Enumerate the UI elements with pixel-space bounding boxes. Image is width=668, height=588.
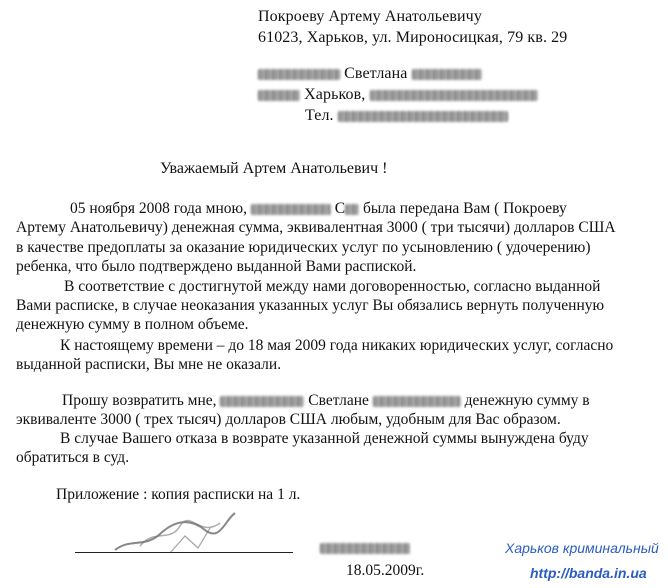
- redacted-signatory: [320, 543, 410, 554]
- sender-address: [258, 86, 538, 104]
- redacted-name: [345, 204, 359, 215]
- text-fragment: С: [334, 200, 346, 217]
- paragraph-1-line-4: ребенка, что было подтверждено выданной Вами распиской.: [16, 258, 417, 275]
- paragraph-1-line-1: [70, 200, 567, 218]
- paragraph-3-line-2: выданной расписки, Вы мне не оказали.: [16, 356, 282, 373]
- recipient-address: 61023, Харьков, ул. Мироносицкая, 79 кв. 29: [258, 29, 568, 46]
- recipient-name: Покроеву Артему Анатольевичу: [258, 8, 482, 25]
- redacted-surname: [258, 69, 340, 80]
- text-fragment: Прошу возвратить мне,: [62, 392, 217, 409]
- paragraph-2-line-2: Вами расписке, в случае неоказания указанных услуг Вы обязались вернуть полученную: [16, 297, 605, 314]
- signature-scribble: [110, 508, 240, 558]
- redacted-name: [251, 204, 331, 215]
- text-fragment: была передана Вам ( Покроеву: [362, 200, 567, 217]
- text-fragment: 05 ноября 2008 года мною,: [70, 200, 247, 217]
- paragraph-4-line-2: эквиваленте 3000 ( трех тысяч) долларов США любым, удобным для Вас образом.: [16, 411, 561, 428]
- text-fragment: денежную сумму в: [464, 392, 590, 409]
- redacted-postcode: [258, 90, 300, 101]
- signature-line: [75, 552, 293, 553]
- redacted-patronymic: [373, 396, 461, 407]
- sender-first-name: Светлана: [344, 65, 408, 82]
- sender-phone: [305, 107, 508, 125]
- sender-city: Харьков,: [304, 86, 366, 103]
- redacted-street: [370, 90, 538, 101]
- attachment-note: Приложение : копия расписки на 1 л.: [56, 486, 301, 503]
- watermark-url: http://banda.in.ua: [530, 565, 647, 581]
- text-fragment: Светлане: [308, 392, 369, 409]
- sender-name: [258, 65, 482, 83]
- paragraph-4-line-1: [62, 392, 590, 410]
- paragraph-1-line-2: Артему Анатольевичу) денежная сумма, эквивалентная 3000 ( три тысячи) долларов США: [16, 219, 616, 236]
- redacted-phone: [338, 111, 508, 122]
- redacted-surname: [220, 396, 304, 407]
- paragraph-3-line-1: К настоящему времени – до 18 мая 2009 года никаких юридических услуг, согласно: [60, 337, 614, 354]
- greeting: Уважаемый Артем Анатольевич !: [160, 160, 388, 177]
- paragraph-2-line-3: денежную сумму в полном объеме.: [16, 316, 249, 333]
- paragraph-5-line-1: В случае Вашего отказа в возврате указанной денежной суммы вынуждена буду: [60, 430, 589, 447]
- redacted-patronymic: [412, 69, 482, 80]
- phone-label: Тел.: [305, 107, 334, 124]
- watermark-title: Харьков криминальный: [505, 540, 659, 556]
- paragraph-5-line-2: обратиться в суд.: [16, 449, 130, 466]
- paragraph-2-line-1: В соответствие с достигнутой между нами договоренностью, согласно выданной: [64, 278, 601, 295]
- paragraph-1-line-3: в качестве предоплаты за оказание юридических услуг по усыновлению ( удочерению): [16, 239, 591, 256]
- document-date: 18.05.2009г.: [346, 562, 425, 579]
